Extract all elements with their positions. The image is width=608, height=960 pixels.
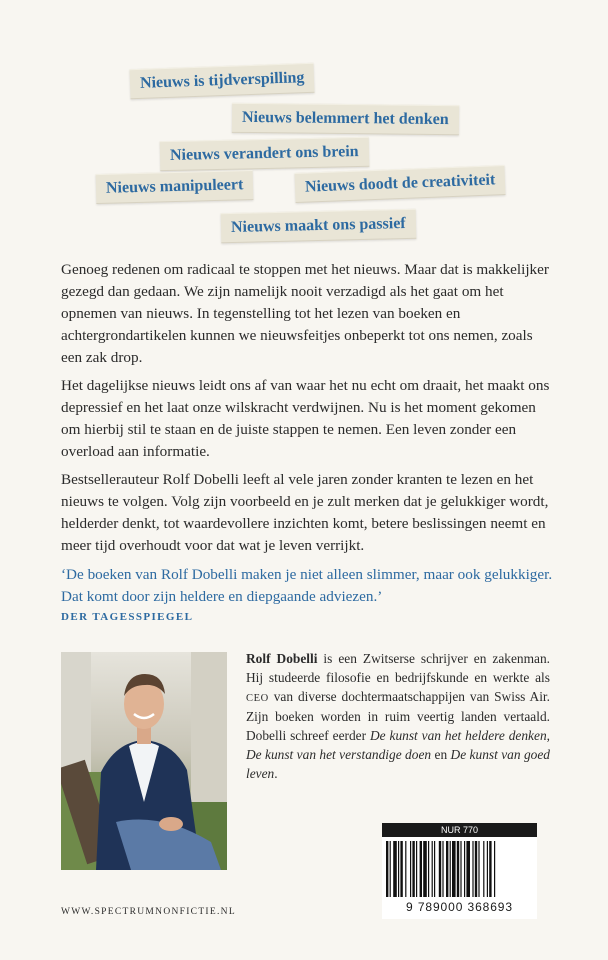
barcode-bar [410, 841, 411, 897]
barcode-bar [464, 841, 465, 897]
book-title: De kunst van het heldere denken [369, 728, 547, 744]
isbn-number: 9 789000 368693 [382, 900, 537, 914]
barcode-bar [386, 841, 388, 897]
author-bio: Rolf Dobelli is een Zwitserse schrijver en zakenman. Hij studeerde filosofie en bedrijfskunde en werkte als CEO van diverse dochtermaatschappijen van Swiss Air. Zijn boeken worden in ruim veertig landen vertaald. Dobelli schreef eerder De kunst van het heldere denken, De kunst van het verstandige doen en De kunst van goed leven. [246, 651, 550, 781]
nur-label: NUR 770 [382, 823, 537, 837]
barcode-bar [478, 841, 479, 897]
barcode-bar [475, 841, 477, 897]
book-title: De kunst van goed leven [246, 746, 550, 781]
barcode-bar [494, 841, 495, 897]
barcode-bar [466, 841, 470, 897]
paper-strip: Nieuws is tijdverspilling [130, 63, 315, 99]
barcode-bar [416, 841, 417, 897]
barcode-bar [450, 841, 451, 897]
barcode-bar [405, 841, 406, 897]
paper-strip: Nieuws belemmert het denken [232, 103, 459, 135]
barcode-bar [412, 841, 414, 897]
barcode-bar [434, 841, 435, 897]
paper-strip: Nieuws maakt ons passief [221, 209, 416, 243]
publisher-url: WWW.SPECTRUMNONFICTIE.NL [61, 907, 236, 917]
barcode-bar [398, 841, 399, 897]
paper-strip: Nieuws verandert ons brein [160, 137, 369, 171]
paper-strip: Nieuws manipuleert [96, 170, 254, 204]
barcode-bar [393, 841, 397, 897]
barcode-bar [483, 841, 484, 897]
author-photo [61, 652, 227, 870]
barcode-bar [489, 841, 491, 897]
barcode-bar [439, 841, 441, 897]
barcode-bar [487, 841, 488, 897]
blurb-paragraph: Het dagelijkse nieuws leidt ons af van waar het nu echt om draait, het maakt ons depressief en het laat onze wilskracht verdwijnen. Nu is het moment gekomen om hierbij stil te staan en de juiste stappen te nemen. Een leven zonder een overload aan informatie. [61, 377, 550, 460]
barcode-bar [460, 841, 461, 897]
blurb-paragraph: Bestsellerauteur Rolf Dobelli leeft al vele jaren zonder kranten te lezen en het nieuws te volgen. Volg zijn voorbeeld en je zult merken dat je gelukkiger wordt, helderder denkt, tot waardevollere inzichten komt, betere beslissingen neemt en meer tijd overhoudt voor dat wat je leven verrijkt. [61, 471, 549, 554]
barcode-bar [472, 841, 473, 897]
barcode-bar [428, 841, 429, 897]
barcode-bar [423, 841, 427, 897]
blurb-paragraph: Genoeg redenen om radicaal te stoppen met het nieuws. Maar dat is makkelijker gezegd dan gedaan. We zijn namelijk nooit verzadigd als het gaat om het opnemen van nieuws. In tegenstelling tot het lezen van boeken en achtergrondartikelen kunnen we nieuwsfeitjes onbeperkt tot ons nemen, zoals een zak drop. [61, 261, 549, 366]
barcode-bar [446, 841, 448, 897]
barcode-bar [457, 841, 459, 897]
barcode-bar [442, 841, 443, 897]
barcode-bar [400, 841, 402, 897]
review-quote: ‘De boeken van Rolf Dobelli maken je niet alleen slimmer, maar ook gelukkiger. Dat komt door zijn heldere en diepgaande adviezen.’ [61, 566, 553, 605]
quote-source: DER TAGESSPIEGEL [61, 611, 194, 623]
author-name: Rolf Dobelli [246, 651, 318, 666]
barcode-bar [432, 841, 433, 897]
barcode-bar [390, 841, 391, 897]
barcode-bar [452, 841, 456, 897]
book-title: De kunst van het verstandige doen [246, 746, 432, 762]
barcode-bar [420, 841, 422, 897]
paper-strip: Nieuws doodt de creativiteit [295, 165, 506, 203]
